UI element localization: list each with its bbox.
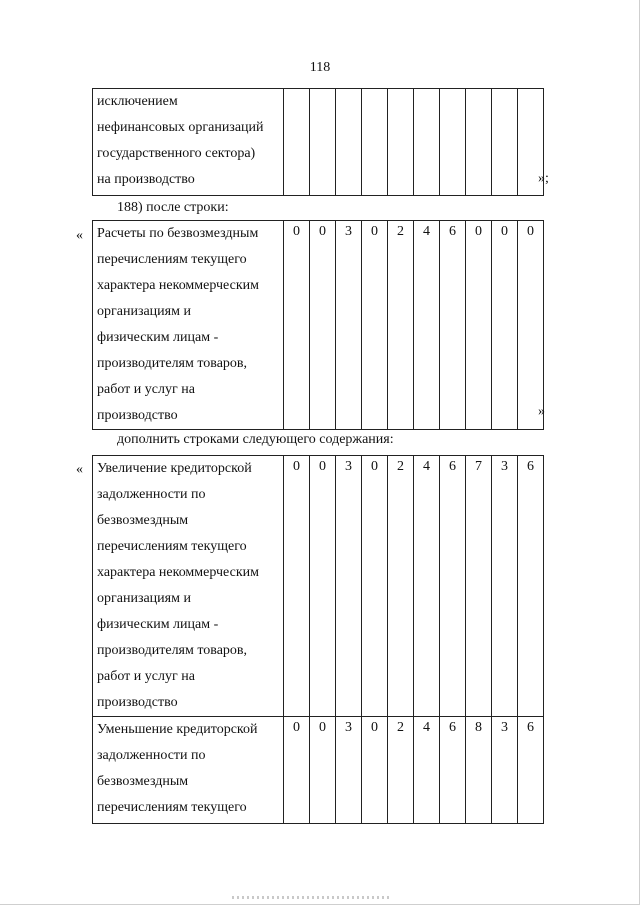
code-digit-cell: 0 xyxy=(362,456,388,717)
description-line: перечислениям текущего xyxy=(97,539,247,554)
description-line: задолженности по xyxy=(97,748,206,763)
table-row xyxy=(93,456,544,717)
code-digit-cell: 0 xyxy=(362,221,388,430)
code-digit-cell xyxy=(362,89,388,196)
code-digit-cell: 0 xyxy=(518,221,544,430)
code-digit-cell xyxy=(414,89,440,196)
description-line: производителям товаров, xyxy=(97,356,248,371)
opening-quote: « xyxy=(76,228,83,243)
table-row xyxy=(93,221,544,430)
row-description xyxy=(93,221,284,430)
closing-quote: »; xyxy=(538,171,549,186)
code-digit-cell xyxy=(284,89,310,196)
description-line: нефинансовых организаций xyxy=(97,120,264,135)
code-digit-cell: 4 xyxy=(414,456,440,717)
description-line: работ и услуг на xyxy=(97,669,195,684)
description-line: физическим лицам - xyxy=(97,617,219,632)
code-digit-cell: 8 xyxy=(466,717,492,824)
row-description xyxy=(93,456,284,717)
code-digit-cell: 3 xyxy=(492,717,518,824)
code-digit-cell: 3 xyxy=(336,221,362,430)
code-digit-cell xyxy=(336,89,362,196)
code-digit-cell: 2 xyxy=(388,221,414,430)
code-digit-cell: 0 xyxy=(284,456,310,717)
code-digit-cell: 0 xyxy=(310,221,336,430)
description-line: безвозмездным xyxy=(97,774,189,789)
code-table-continuation xyxy=(92,88,544,196)
code-digit-cell: 4 xyxy=(414,221,440,430)
code-digit-cell: 2 xyxy=(388,717,414,824)
description-line: исключением xyxy=(97,94,178,109)
description-line: перечислениям текущего xyxy=(97,800,247,815)
description-line: перечислениям текущего xyxy=(97,252,247,267)
description-line: Уменьшение кредиторской xyxy=(97,722,258,737)
code-digit-cell: 0 xyxy=(362,717,388,824)
paragraph-after-row: 188) после строки: xyxy=(117,200,229,215)
code-digit-cell: 2 xyxy=(388,456,414,717)
row-description xyxy=(93,89,284,196)
description-line: Увеличение кредиторской xyxy=(97,461,252,476)
code-digit-cell xyxy=(388,89,414,196)
code-digit-cell: 4 xyxy=(414,717,440,824)
code-digit-cell: 0 xyxy=(310,456,336,717)
code-digit-cell xyxy=(310,89,336,196)
code-digit-cell: 0 xyxy=(492,221,518,430)
scan-artifact xyxy=(232,896,392,899)
code-table-existing-row xyxy=(92,220,544,430)
code-table-new-rows xyxy=(92,455,544,824)
description-line: Расчеты по безвозмездным xyxy=(97,226,259,241)
description-line: государственного сектора) xyxy=(97,146,256,161)
code-digit-cell: 6 xyxy=(440,717,466,824)
description-line: организациям и xyxy=(97,591,191,606)
code-digit-cell: 0 xyxy=(284,717,310,824)
code-digit-cell: 0 xyxy=(466,221,492,430)
description-line: физическим лицам - xyxy=(97,330,219,345)
description-line: задолженности по xyxy=(97,487,206,502)
code-digit-cell: 6 xyxy=(440,456,466,717)
code-digit-cell: 6 xyxy=(518,717,544,824)
description-line: характера некоммерческим xyxy=(97,565,259,580)
description-line: на производство xyxy=(97,172,195,187)
code-digit-cell: 0 xyxy=(310,717,336,824)
description-line: производство xyxy=(97,695,178,710)
row-description xyxy=(93,717,284,824)
closing-quote: » xyxy=(538,404,545,419)
table-row xyxy=(93,717,544,824)
description-line: работ и услуг на xyxy=(97,382,195,397)
page-number: 118 xyxy=(309,60,331,75)
code-digit-cell: 6 xyxy=(518,456,544,717)
description-line: производство xyxy=(97,408,178,423)
code-digit-cell: 3 xyxy=(336,456,362,717)
code-digit-cell xyxy=(440,89,466,196)
description-line: характера некоммерческим xyxy=(97,278,259,293)
code-digit-cell: 3 xyxy=(492,456,518,717)
code-digit-cell: 3 xyxy=(336,717,362,824)
opening-quote: « xyxy=(76,462,83,477)
description-line: производителям товаров, xyxy=(97,643,248,658)
code-digit-cell xyxy=(466,89,492,196)
code-digit-cell: 6 xyxy=(440,221,466,430)
description-line: безвозмездным xyxy=(97,513,189,528)
table-row xyxy=(93,89,544,196)
code-digit-cell xyxy=(492,89,518,196)
description-line: организациям и xyxy=(97,304,191,319)
code-digit-cell: 7 xyxy=(466,456,492,717)
paragraph-instruction: дополнить строками следующего содержания: xyxy=(117,432,394,447)
code-digit-cell: 0 xyxy=(284,221,310,430)
